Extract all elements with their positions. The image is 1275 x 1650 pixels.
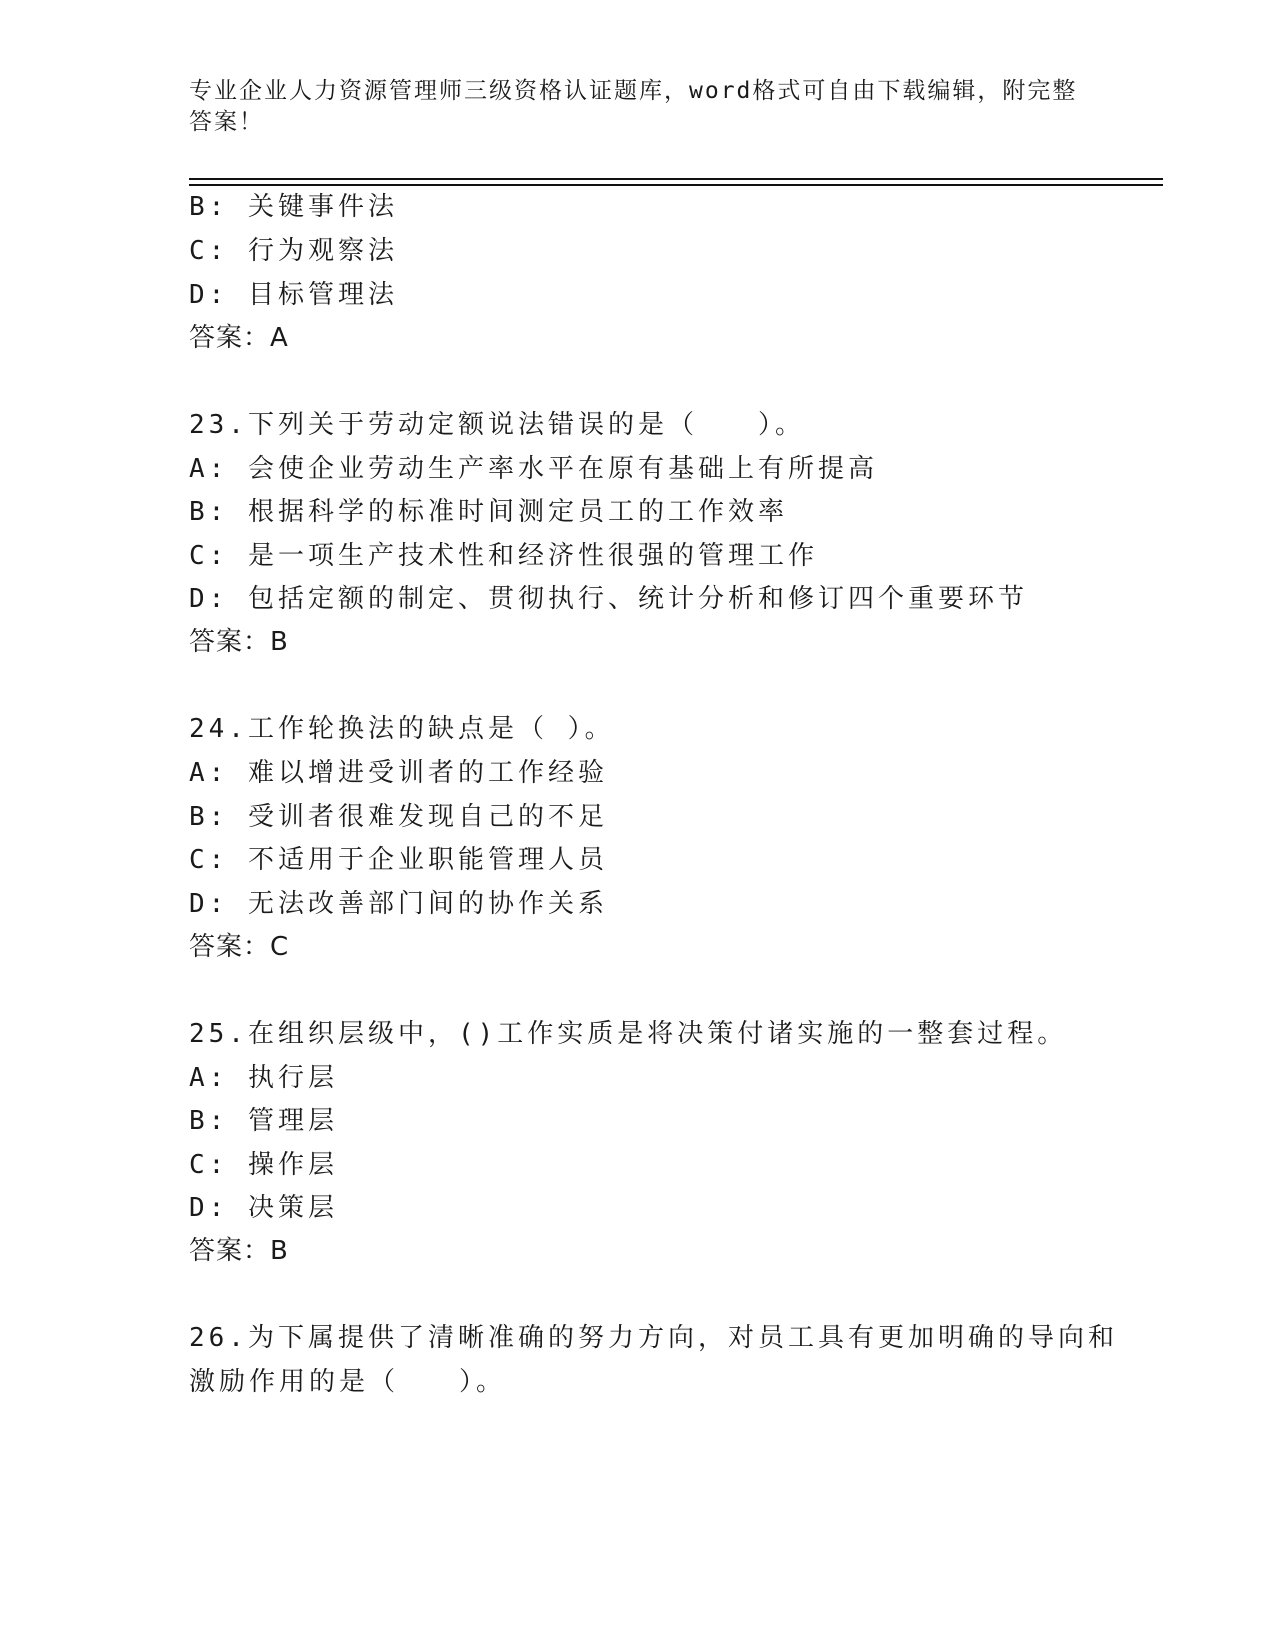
question-stem: 26.为下属提供了清晰准确的努力方向，对员工具有更加明确的导向和 (189, 1323, 1118, 1353)
answer-line: 答案：A (189, 323, 289, 353)
question-stem-continued: 激励作用的是（ ）。 (189, 1367, 507, 1397)
option-d: D: 包括定额的制定、贯彻执行、统计分析和修订四个重要环节 (189, 584, 1028, 614)
option-a: A: 会使企业劳动生产率水平在原有基础上有所提高 (189, 454, 878, 484)
answer-line: 答案：C (189, 932, 290, 962)
question-stem: 23.下列关于劳动定额说法错误的是（ ）。 (189, 410, 805, 440)
header-divider-bottom (189, 184, 1163, 186)
header-divider-top (189, 178, 1163, 180)
answer-line: 答案：B (189, 1236, 289, 1266)
question-stem: 25.在组织层级中，()工作实质是将决策付诸实施的一整套过程。 (189, 1019, 1068, 1049)
option-b: B: 根据科学的标准时间测定员工的工作效率 (189, 497, 788, 527)
option-c: C: 行为观察法 (189, 236, 398, 266)
option-c: C: 是一项生产技术性和经济性很强的管理工作 (189, 541, 818, 571)
question-stem: 24.工作轮换法的缺点是（ ）。 (189, 714, 615, 744)
document-header: 专业企业人力资源管理师三级资格认证题库，word格式可自由下载编辑，附完整答案！ (189, 78, 1078, 135)
option-d: D: 无法改善部门间的协作关系 (189, 889, 608, 919)
option-b: B: 受训者很难发现自己的不足 (189, 802, 608, 832)
option-a: A: 难以增进受训者的工作经验 (189, 758, 608, 788)
option-d: D: 目标管理法 (189, 280, 398, 310)
option-d: D: 决策层 (189, 1193, 338, 1223)
option-b: B: 管理层 (189, 1106, 338, 1136)
option-c: C: 操作层 (189, 1150, 338, 1180)
option-b: B: 关键事件法 (189, 192, 398, 222)
option-a: A: 执行层 (189, 1063, 338, 1093)
answer-line: 答案：B (189, 627, 289, 657)
option-c: C: 不适用于企业职能管理人员 (189, 845, 608, 875)
